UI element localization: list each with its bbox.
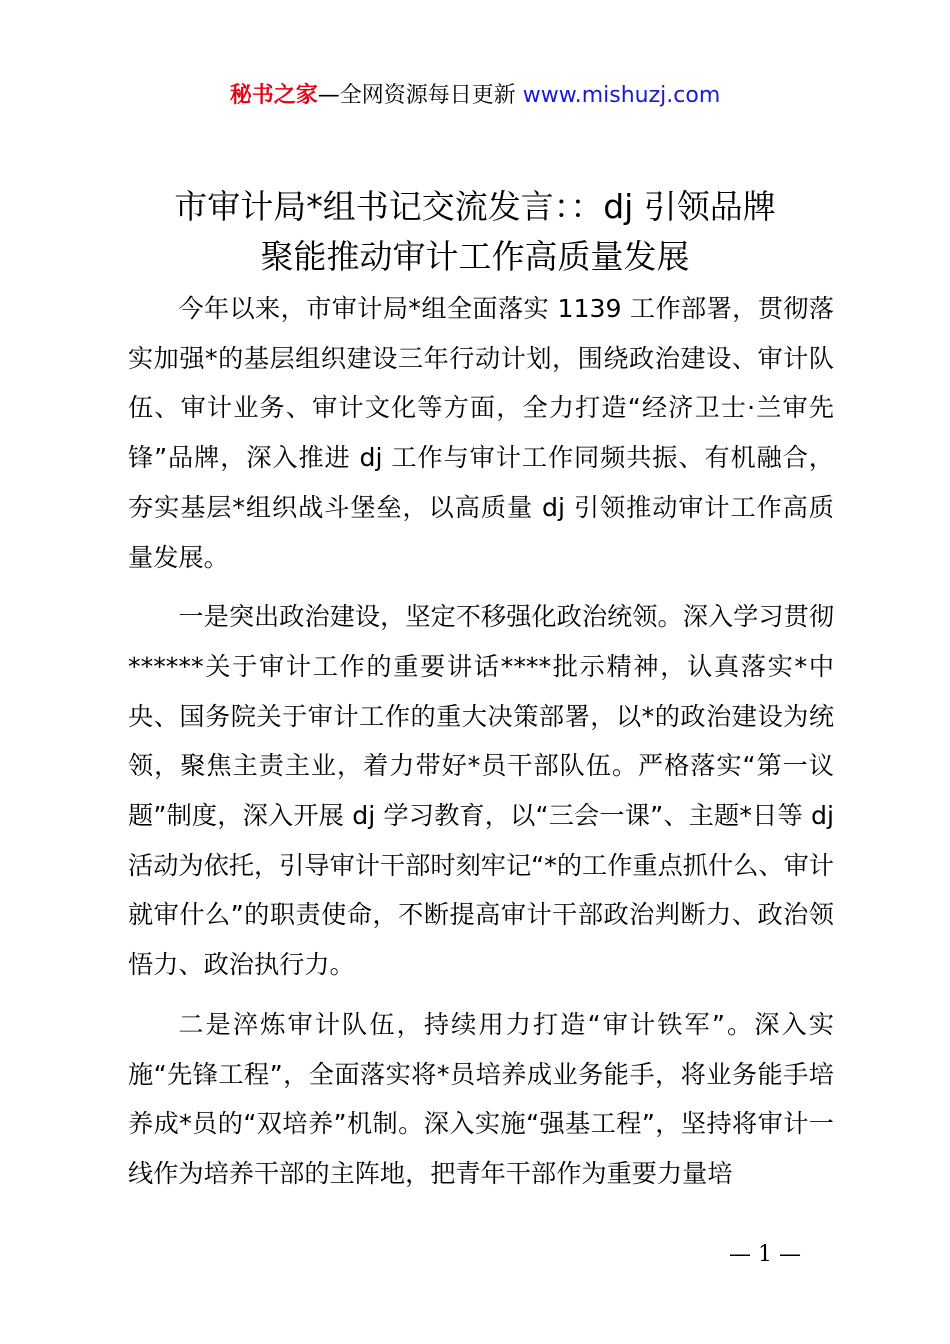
paragraph-audit-team: 二是淬炼审计队伍，持续用力打造“审计铁军”。深入实施“先锋工程”，全面落实将*员培养成业务能手，将业务能手培养成*员的“双培养”机制。深入实施“强基工程”，坚持将审计一线作为培养干部的主阵地，把青年干部作为重要力量培 (128, 1009, 834, 1188)
paragraph-political-building: 一是突出政治建设，坚定不移强化政治统领。深入学习贯彻******关于审计工作的重要讲话****批示精神，认真落实*中央、国务院关于审计工作的重大决策部署，以*的政治建设为统领，聚焦主责主业，着力带好*员干部队伍。严格落实“第一议题”制度，深入开展 dj 学习教育，以“三会一课”、主题*日等 dj 活动为依托，引导审计干部时刻牢记“*的工作重点抓什么、审计就审什么”的职责使命，不断提高审计干部政治判断力、政治领悟力、政治执行力。 (128, 602, 834, 980)
site-header-banner (0, 80, 950, 112)
title-line-2: 聚能推动审计工作高质量发展 (260, 237, 690, 276)
document-body (128, 284, 834, 1209)
document-title (0, 182, 950, 282)
title-line-1: 市审计局*组书记交流发言：：dj 引领品牌 (174, 187, 776, 226)
header-slogan: 全网资源每日更新 (339, 83, 516, 108)
brand-name: 秘书之家 (229, 83, 318, 108)
header-separator: — (317, 83, 340, 108)
page-number: — 1 — (729, 1242, 801, 1267)
paragraph-intro: 今年以来，市审计局*组全面落实 1139 工作部署，贯彻落实加强*的基层组织建设三年行动计划，围绕政治建设、审计队伍、审计业务、审计文化等方面，全力打造“经济卫士·兰审先锋”品牌，深入推进 dj 工作与审计工作同频共振、有机融合，夯实基层*组织战斗堡垒，以高质量 dj 引领推动审计工作高质量发展。 (128, 294, 834, 572)
site-url-link[interactable]: www.mishuzj.com (522, 83, 721, 108)
